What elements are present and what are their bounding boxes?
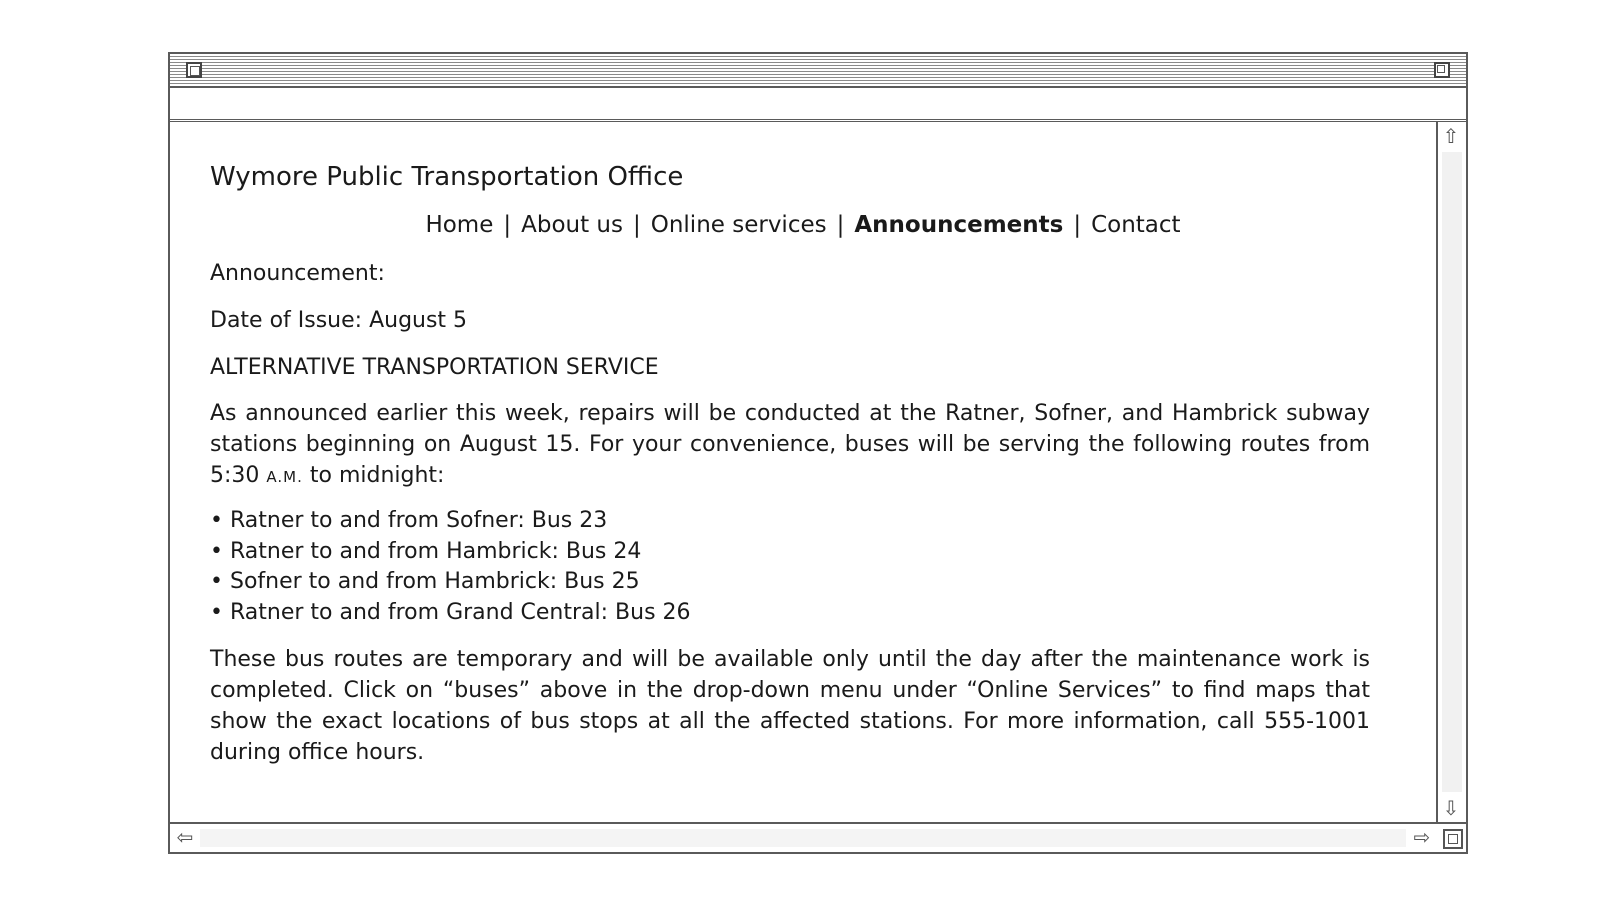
title-bar[interactable] bbox=[170, 54, 1466, 88]
announcement-body bbox=[210, 398, 1370, 493]
route-item: • Sofner to and from Hambrick: Bus 25 bbox=[210, 567, 691, 598]
route-item: • Ratner to and from Grand Central: Bus 26 bbox=[210, 598, 691, 629]
nav-separator: | bbox=[1073, 212, 1082, 238]
horizontal-scroll-track[interactable] bbox=[200, 829, 1406, 847]
closing-paragraph: These bus routes are temporary and will be available only until the day after the maintenance work is completed. Click on “buses” above in the drop-down menu under “Online Services” to find maps that show the exact locations of bus stops at all the affected stations. For more information, call 555-1001 during office hours. bbox=[210, 647, 1370, 765]
nav-bar bbox=[170, 212, 1436, 238]
nav-online-services-link[interactable]: Online services bbox=[650, 212, 827, 238]
scroll-right-arrow-icon[interactable]: ⇨ bbox=[1413, 825, 1431, 849]
nav-contact-link[interactable]: Contact bbox=[1091, 212, 1181, 238]
close-box-icon[interactable] bbox=[186, 62, 202, 78]
announcement-heading: ALTERNATIVE TRANSPORTATION SERVICE bbox=[210, 355, 659, 380]
issue-date: Date of Issue: August 5 bbox=[210, 308, 468, 333]
site-title: Wymore Public Transportation Office bbox=[210, 162, 684, 192]
browser-window bbox=[168, 52, 1468, 854]
nav-separator: | bbox=[632, 212, 641, 238]
route-list bbox=[210, 506, 691, 628]
route-item: • Ratner to and from Sofner: Bus 23 bbox=[210, 506, 691, 537]
nav-home-link[interactable]: Home bbox=[425, 212, 494, 238]
page-content bbox=[170, 122, 1436, 822]
nav-announcements-link[interactable]: Announcements bbox=[854, 212, 1064, 238]
scroll-up-arrow-icon[interactable]: ⇧ bbox=[1442, 124, 1460, 148]
route-item: • Ratner to and from Hambrick: Bus 24 bbox=[210, 537, 691, 568]
horizontal-scrollbar[interactable] bbox=[170, 822, 1466, 852]
nav-about-link[interactable]: About us bbox=[521, 212, 623, 238]
body-am-label: A.M. bbox=[266, 468, 303, 486]
announcement-label: Announcement: bbox=[210, 261, 385, 286]
nav-separator: | bbox=[503, 212, 512, 238]
scroll-left-arrow-icon[interactable]: ⇦ bbox=[176, 825, 194, 849]
resize-grow-box-icon[interactable] bbox=[1443, 829, 1463, 849]
zoom-box-icon[interactable] bbox=[1434, 62, 1450, 78]
vertical-scrollbar[interactable] bbox=[1436, 122, 1466, 822]
body-text-part2: to midnight: bbox=[302, 463, 445, 488]
toolbar bbox=[170, 88, 1466, 122]
vertical-scroll-track[interactable] bbox=[1442, 152, 1462, 792]
nav-separator: | bbox=[836, 212, 845, 238]
scroll-down-arrow-icon[interactable]: ⇩ bbox=[1442, 796, 1460, 820]
body-text-part1: As announced earlier this week, repairs will be conducted at the Ratner, Sofner, and Hambrick subway stations beginning on August 15. For your convenience, buses will be serving the following routes from 5:30 bbox=[210, 401, 1370, 488]
